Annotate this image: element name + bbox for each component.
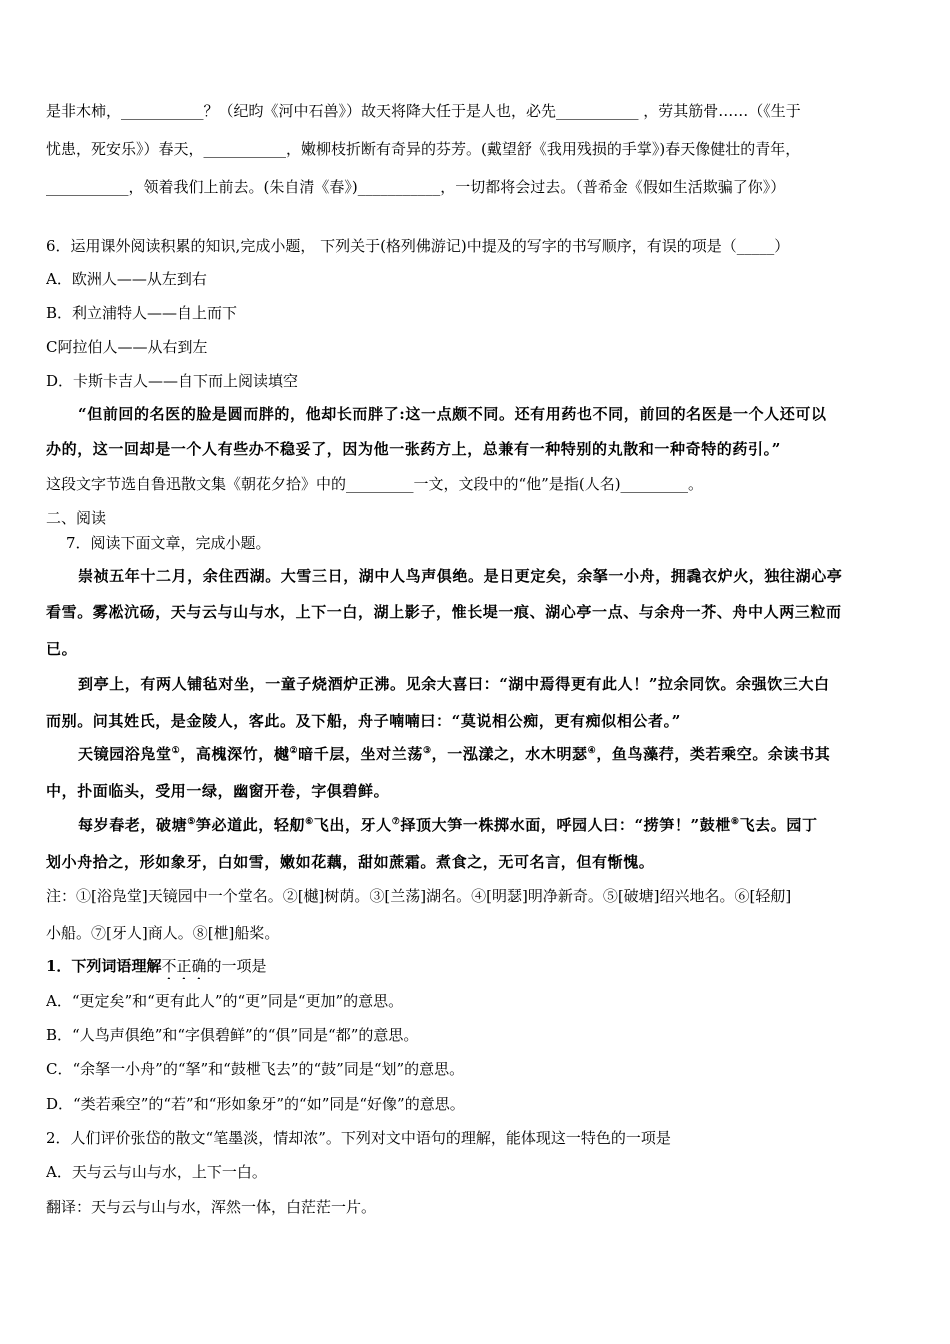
quote-line: “但前回的名医的脸是圆而胖的，他却长而胖了:这一点颇不同。还有用药也不同，前回的名医是一个人还可以 bbox=[78, 405, 827, 423]
footnote-marker: ⑦ bbox=[391, 817, 401, 827]
option-a: A．“更定矣”和“更有此人”的“更”同是“更加”的意思。 bbox=[46, 992, 404, 1010]
passage-line: 天镜园浴凫堂①，高槐深竹，樾②暗千层，坐对兰荡③，一泓漾之，水木明瑟④，鱼鸟藻荇，类若乘空。余读书其 bbox=[78, 745, 831, 763]
sub-question-2-stem: 2．人们评价张岱的散文“笔墨淡，情却浓”。下列对文中语句的理解，能体现这一特色的一项是 bbox=[46, 1129, 671, 1147]
option-b: B．利立浦特人——自上而下 bbox=[46, 304, 238, 322]
passage-line: 中，扑面临头，受用一绿，幽窗开卷，字俱碧鲜。 bbox=[46, 782, 390, 800]
quote-line: 办的，这一回却是一个人有些办不稳妥了，因为他一张药方上，总兼有一种特别的丸散和一种奇特的药引。” bbox=[46, 440, 781, 458]
passage-line: 而别。问其姓氏，是金陵人，客此。及下船，舟子喃喃曰：“莫说相公痴，更有痴似相公者。” bbox=[46, 712, 681, 730]
footnote-marker: ④ bbox=[587, 746, 597, 756]
option-d: D．卡斯卡吉人——自下而上阅读填空 bbox=[46, 372, 299, 390]
notes-line: 注：①[浴凫堂]天镜园中一个堂名。②[樾]树荫。③[兰荡]湖名。④[明瑟]明净新奇。⑤[破塘]绍兴地名。⑥[轻舠] bbox=[46, 887, 792, 905]
translation-line: 翻译：天与云与山与水，浑然一体，白茫茫一片。 bbox=[46, 1198, 377, 1216]
text-line: ___________，领着我们上前去。(朱自清《春》)___________，一切都将会过去。（普希金《假如生活欺骗了你》） bbox=[46, 178, 786, 196]
passage-line: 看雪。雾凇沆砀，天与云与山与水，上下一白，湖上影子，惟长堤一痕、湖心亭一点、与余舟一芥、舟中人两三粒而 bbox=[46, 603, 842, 621]
emphasis-text: 不正确 bbox=[161, 957, 207, 975]
footnote-marker: ⑥ bbox=[305, 817, 314, 827]
option-b: B．“人鸟声俱绝”和“字俱碧鲜”的“俱”同是“都”的意思。 bbox=[46, 1026, 419, 1044]
footnote-marker: ① bbox=[171, 746, 181, 756]
fill-blank-line: 这段文字节选自鲁迅散文集《朝花夕拾》中的_________一文，文段中的“他”是指(人名)_________。 bbox=[46, 475, 704, 493]
footnote-marker: ⑤ bbox=[187, 817, 196, 827]
footnote-marker: ⑧ bbox=[730, 817, 740, 827]
section-heading: 二、阅读 bbox=[46, 509, 107, 527]
footnote-marker: ② bbox=[289, 746, 299, 756]
text-line: 忧患，死安乐》）春天，___________，嫩柳枝折断有奇异的芬芳。(戴望舒《我用残损的手掌》)春天像健壮的青年， bbox=[46, 140, 801, 158]
question-6-stem: 6．运用课外阅读积累的知识,完成小题， 下列关于(格列佛游记)中提及的写字的书写顺序，有误的项是（_____） bbox=[46, 237, 790, 255]
passage-line: 划小舟拾之，形如象牙，白如雪，嫩如花藕，甜如蔗霜。煮食之，无可名言，但有惭愧。 bbox=[46, 853, 655, 871]
sub-question-1-stem: 1．下列词语理解不正确的一项是 bbox=[46, 957, 267, 975]
passage-line: 已。 bbox=[46, 640, 78, 658]
option-c: C阿拉伯人——从右到左 bbox=[46, 338, 208, 356]
option-a: A．天与云与山与水，上下一白。 bbox=[46, 1163, 267, 1181]
passage-line: 每岁春老，破塘⑤笋必道此，轻舠⑥飞出，牙人⑦择顶大笋一株掷水面，呼园人曰：“捞笋！”鼓枻⑧飞去。园丁 bbox=[78, 816, 818, 834]
option-c: C．“余拏一小舟”的“拏”和“鼓枻飞去”的“鼓”同是“划”的意思。 bbox=[46, 1060, 465, 1078]
passage-line: 到亭上，有两人铺毡对坐，一童子烧酒炉正沸。见余大喜曰：“湖中焉得更有此人！”拉余同饮。余强饮三大白 bbox=[78, 675, 830, 693]
option-a: A．欧洲人——从左到右 bbox=[46, 270, 207, 288]
notes-line: 小船。⑦[牙人]商人。⑧[枻]船桨。 bbox=[46, 924, 280, 942]
question-7-stem: 7．阅读下面文章，完成小题。 bbox=[66, 534, 271, 552]
passage-line: 崇祯五年十二月，余住西湖。大雪三日，湖中人鸟声俱绝。是日更定矣，余拏一小舟，拥毳衣炉火，独往湖心亭 bbox=[78, 567, 843, 585]
footnote-marker: ③ bbox=[422, 746, 432, 756]
option-d: D．“类若乘空”的“若”和“形如象牙”的“如”同是“好像”的意思。 bbox=[46, 1095, 465, 1113]
text-line: 是非木柿，___________？（纪昀《河中石兽》）故天将降大任于是人也，必先___________ ，劳其筋骨……（《生于 bbox=[46, 102, 801, 120]
